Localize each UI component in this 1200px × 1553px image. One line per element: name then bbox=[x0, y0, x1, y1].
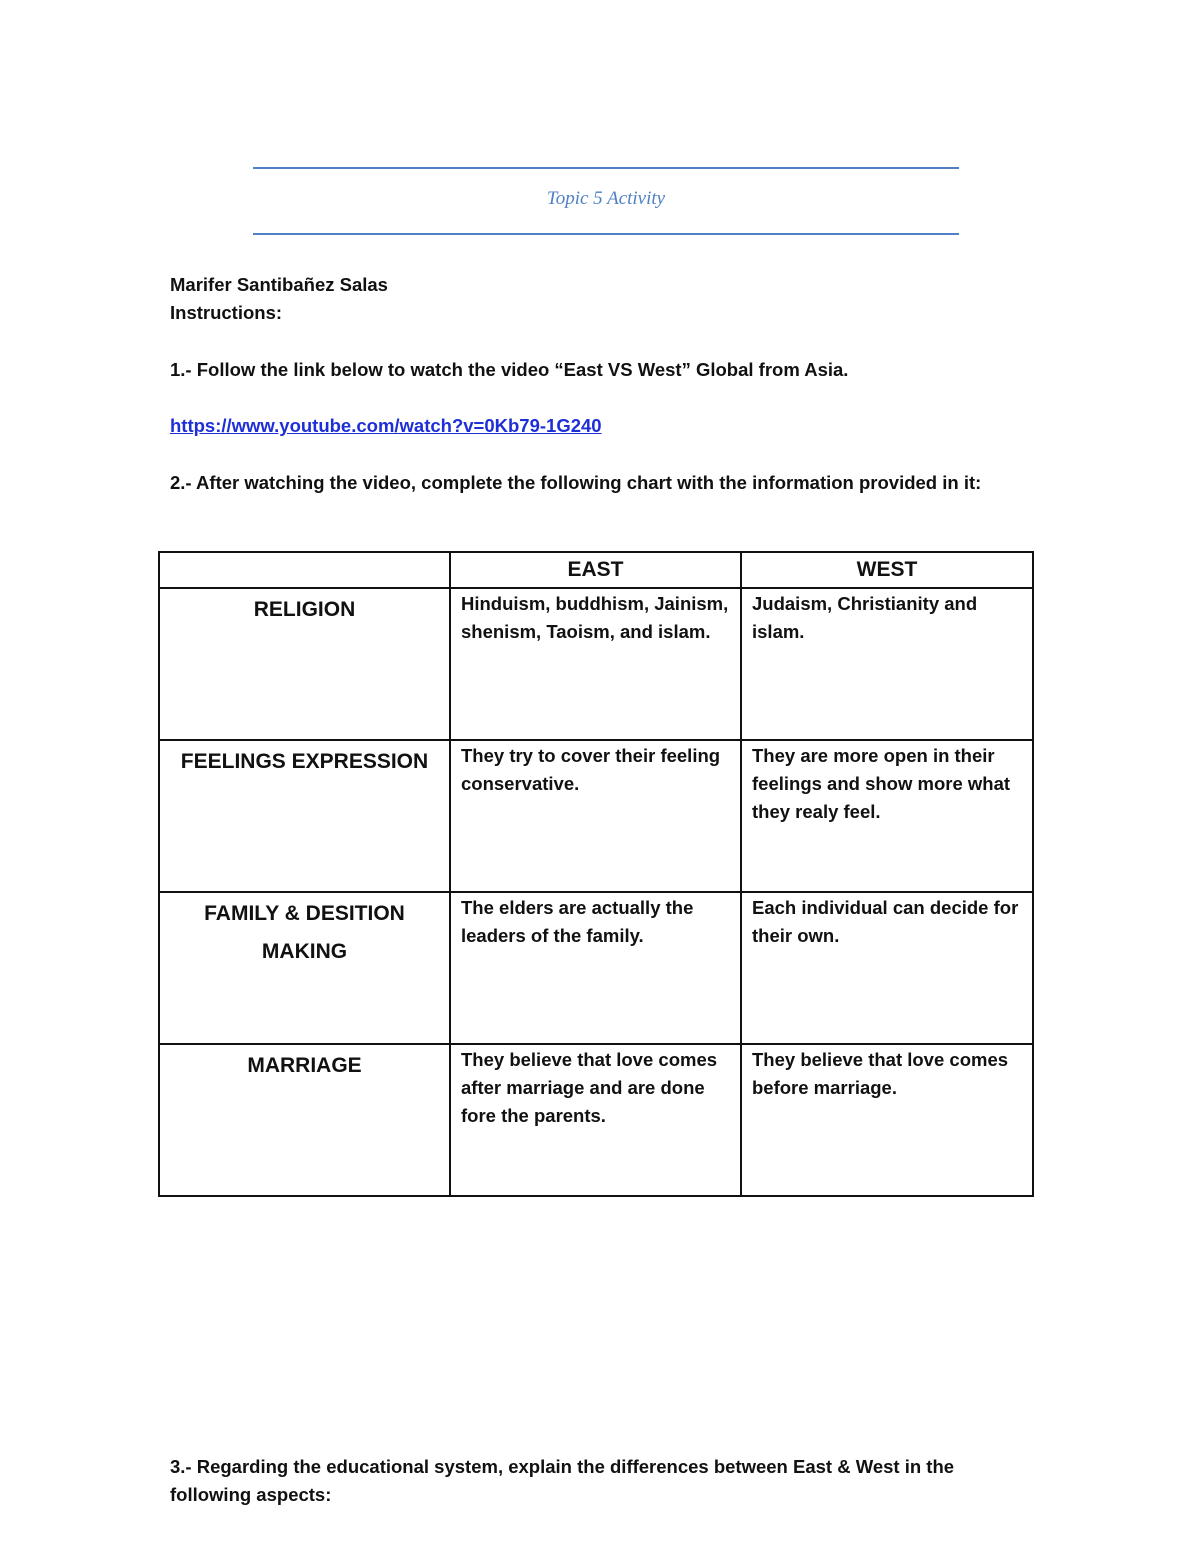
row-label-family: FAMILY & DESITION MAKING bbox=[204, 902, 405, 963]
west-cell bbox=[741, 740, 1033, 892]
header-rule-bottom bbox=[253, 233, 959, 235]
west-cell bbox=[741, 588, 1033, 740]
table-row bbox=[159, 1044, 1033, 1196]
row-label-cell bbox=[159, 588, 450, 740]
chart-header-row bbox=[159, 552, 1033, 588]
instructions-label: Instructions: bbox=[170, 302, 283, 323]
row-label-feelings: FEELINGS EXPRESSION bbox=[180, 750, 429, 773]
step-1-text: 1.- Follow the link below to watch the video “East VS West” Global from Asia. bbox=[170, 359, 849, 380]
video-link[interactable]: https://www.youtube.com/watch?v=0Kb79-1G240 bbox=[170, 415, 602, 436]
chart-header-east: EAST bbox=[450, 552, 741, 588]
row-label-cell bbox=[159, 740, 450, 892]
row-label-cell bbox=[159, 1044, 450, 1196]
step-3-text: 3.- Regarding the educational system, explain the differences between East & West in the following aspects: bbox=[170, 1456, 955, 1505]
family-west: Each individual can decide for their own. bbox=[752, 897, 1019, 946]
east-west-chart bbox=[158, 551, 1034, 1197]
religion-west: Judaism, Christianity and islam. bbox=[752, 593, 978, 642]
row-label-cell bbox=[159, 892, 450, 1044]
row-label-marriage: MARRIAGE bbox=[247, 1054, 362, 1077]
east-cell bbox=[450, 892, 741, 1044]
east-cell bbox=[450, 588, 741, 740]
east-cell bbox=[450, 1044, 741, 1196]
marriage-west: They believe that love comes before marriage. bbox=[752, 1049, 1009, 1098]
west-cell bbox=[741, 892, 1033, 1044]
feelings-east: They try to cover their feeling conservative. bbox=[461, 745, 721, 794]
chart-header-west: WEST bbox=[741, 552, 1033, 588]
east-cell bbox=[450, 740, 741, 892]
family-east: The elders are actually the leaders of the family. bbox=[461, 897, 694, 946]
religion-east: Hinduism, buddhism, Jainism, shenism, Taoism, and islam. bbox=[461, 593, 729, 642]
row-label-religion: RELIGION bbox=[253, 598, 356, 621]
table-row bbox=[159, 740, 1033, 892]
page-title: Topic 5 Activity bbox=[546, 188, 666, 209]
header-rule-top bbox=[253, 167, 959, 169]
table-row bbox=[159, 588, 1033, 740]
step-2-text: 2.- After watching the video, complete the following chart with the information provided in it: bbox=[170, 472, 982, 493]
west-cell bbox=[741, 1044, 1033, 1196]
chart-header-empty bbox=[159, 552, 450, 588]
feelings-west: They are more open in their feelings and show more what they realy feel. bbox=[752, 745, 1011, 822]
table-row bbox=[159, 892, 1033, 1044]
author-name: Marifer Santibañez Salas bbox=[170, 274, 388, 295]
marriage-east: They believe that love comes after marriage and are done fore the parents. bbox=[461, 1049, 718, 1126]
